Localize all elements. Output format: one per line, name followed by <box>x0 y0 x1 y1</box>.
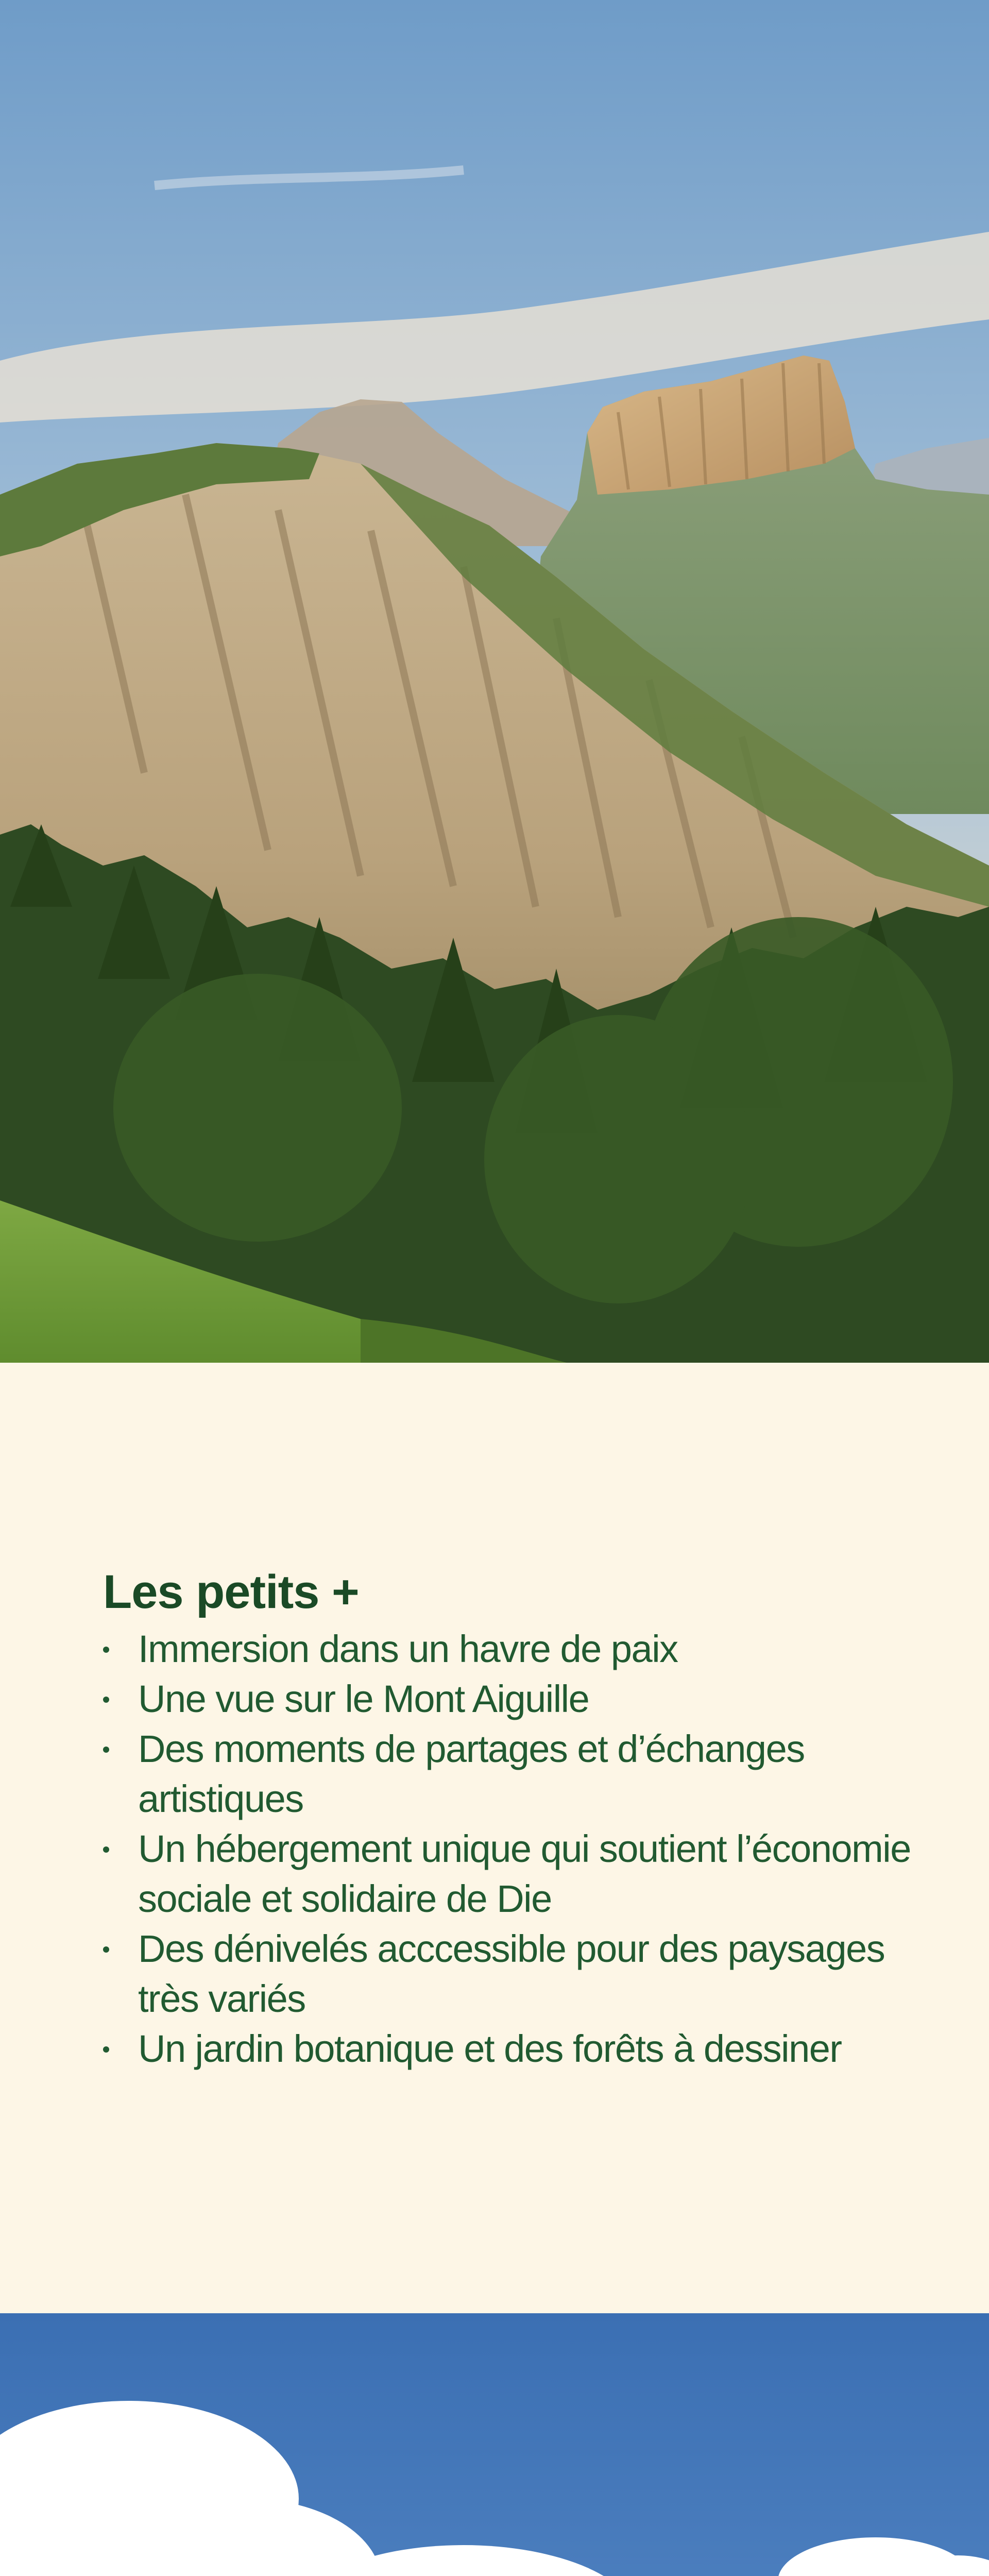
petits-plus-section <box>0 1363 989 2313</box>
list-item: Un jardin botanique et des forêts à dessiner <box>103 2024 953 2074</box>
section-title: Les petits + <box>103 1566 359 1618</box>
list-item: Des moments de partages et d’échanges artistiques <box>103 1724 953 1824</box>
petits-plus-block <box>103 1566 953 2074</box>
village-garden-photo <box>0 2313 989 2576</box>
village-photo-illustration <box>0 2313 989 2576</box>
list-item: Immersion dans un havre de paix <box>103 1624 953 1674</box>
list-item: Une vue sur le Mont Aiguille <box>103 1674 953 1724</box>
list-item: Un hébergement unique qui soutient l’économie sociale et solidaire de Die <box>103 1824 953 1924</box>
list-item: Des dénivelés acccessible pour des paysages très variés <box>103 1924 953 2024</box>
benefits-list <box>103 1624 953 2074</box>
